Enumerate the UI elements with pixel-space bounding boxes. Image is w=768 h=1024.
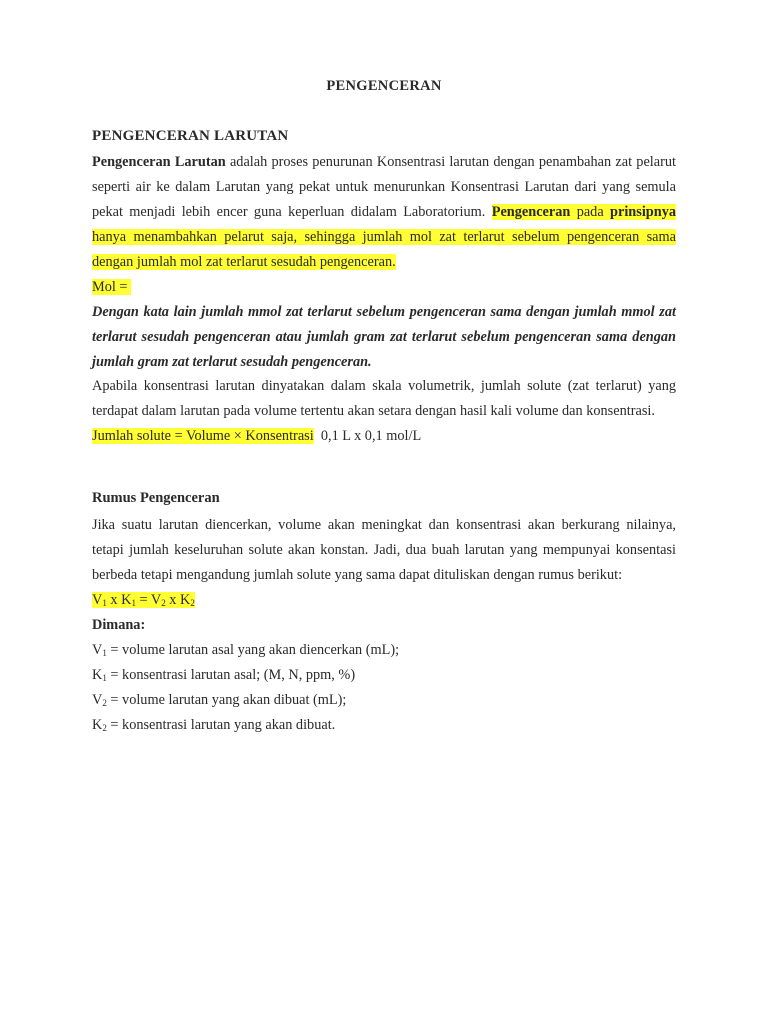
- intro-highlight-bold-2: prinsipnya: [610, 204, 676, 220]
- rumus-heading: Rumus Pengenceran: [92, 490, 220, 506]
- mol-label: Mol =: [92, 279, 132, 295]
- rumus-paragraph: Jika suatu larutan diencerkan, volume akan meningkat dan konsentrasi akan berkurang nilainya, tetapi jumlah keseluruhan solute akan konstan. Jadi, dua buah larutan yang mempunyai konsentasi berbeda tetapi mengandung jumlah solute yang sama dapat dituliskan dengan rumus berikut:: [92, 517, 676, 583]
- definition-item: $K_1$ = konsentrasi larutan asal; (M, N, ppm, %): [92, 667, 356, 683]
- definition-item: $V_1$ = volume larutan asal yang akan diencerkan (mL);: [92, 642, 400, 658]
- definition-item: $V_2$ = volume larutan yang akan dibuat (mL);: [92, 692, 347, 708]
- intro-text: adalah proses penurunan Konsentrasi larutan dengan penambahan zat pelarut seperti air ke dalam Larutan yang pekat untuk menurunkan Konsentrasi Larutan dari yang semula pekat menjadi lebih encer guna keperluan didalam Laboratorium.: [92, 154, 676, 220]
- italic-paragraph: Dengan kata lain jumlah mmol zat terlarut sebelum pengenceran sama dengan jumlah mmol zat terlarut sesudah pengenceran atau jumlah gram zat terlarut sebelum pengenceran sama dengan jumlah gram zat terlarut sesudah pengenceran.: [92, 304, 676, 370]
- intro-paragraph: [92, 154, 676, 270]
- definition-item: $K_2$ = konsentrasi larutan yang akan dibuat.: [92, 717, 336, 733]
- equation-line: [92, 588, 676, 613]
- formula-highlight: Jumlah solute = Volume × Konsentrasi: [92, 428, 314, 444]
- intro-highlight-text-2: hanya menambahkan pelarut saja, sehingga jumlah mol zat terlarut sebelum pengenceran sama dengan jumlah mol zat terlarut sesudah pengenceran.: [92, 229, 676, 270]
- mol-line: [92, 275, 676, 300]
- volumetric-section: [92, 374, 676, 449]
- intro-lead-bold: Pengenceran Larutan: [92, 154, 226, 170]
- intro-section: [92, 150, 676, 375]
- intro-highlight-text-1: pada: [570, 204, 611, 220]
- formula-line: [92, 424, 676, 449]
- dilution-equation: $V_1$ x $K_1 = V_2$ x $K_2$: [92, 592, 195, 608]
- volumetric-paragraph: Apabila konsentrasi larutan dinyatakan dalam skala volumetrik, jumlah solute (zat terlarut) yang terdapat dalam larutan pada volume tertentu akan setara dengan hasil kali volume dan konsentrasi.: [92, 378, 676, 419]
- dimana-label: Dimana:: [92, 617, 146, 633]
- document-title: PENGENCERAN: [326, 78, 442, 94]
- rumus-section: [92, 513, 676, 738]
- formula-example: 0,1 L x 0,1 mol/L: [313, 428, 422, 444]
- intro-highlight-bold-1: Pengenceran: [491, 204, 571, 220]
- section-heading: PENGENCERAN LARUTAN: [92, 128, 289, 144]
